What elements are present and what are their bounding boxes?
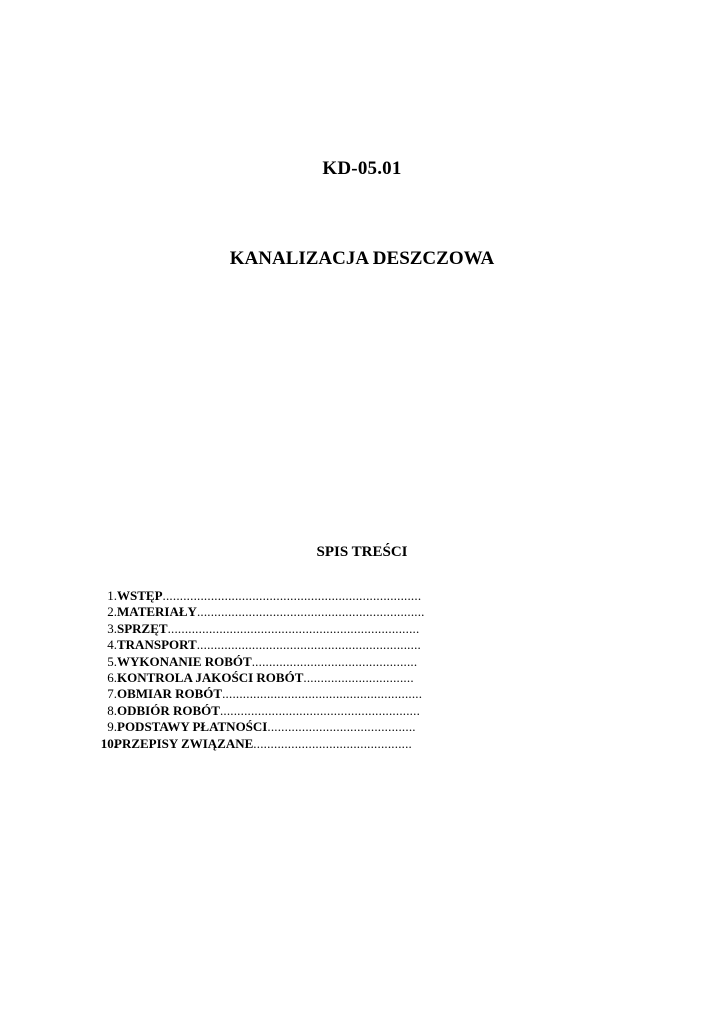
toc-heading: SPIS TREŚCI	[316, 544, 408, 560]
toc-leader-dots: .........................................................................	[167, 620, 420, 636]
toc-item-wstep	[92, 588, 452, 604]
toc-leader-dots: ..........................................................	[219, 702, 421, 718]
toc-leader-dots: ..............................................	[253, 735, 412, 751]
toc-item-label: KONTROLA JAKOŚCI ROBÓT	[117, 669, 304, 685]
toc-item-label: WSTĘP	[117, 588, 163, 603]
toc-item-number: 5.	[107, 653, 117, 669]
toc-item-label: SPRZĘT	[117, 620, 168, 636]
toc-item-label: OBMIAR ROBÓT	[117, 686, 223, 702]
toc-item-odbior-robot	[92, 703, 452, 719]
toc-leader-dots: ..................................................................	[196, 604, 425, 620]
toc-leader-dots: ................................................	[251, 653, 418, 669]
toc-item-label: PODSTAWY PŁATNOŚCI	[117, 719, 268, 735]
toc-item-label: TRANSPORT	[117, 637, 197, 653]
toc-item-przepisy-zwiazane	[92, 736, 452, 752]
toc-item-transport	[92, 637, 452, 653]
toc-item-obmiar-robot	[92, 686, 452, 702]
toc-item-label: WYKONANIE ROBÓT	[117, 653, 252, 669]
toc-item-podstawy-platnosci	[92, 719, 452, 735]
toc-leader-dots: ................................	[303, 669, 414, 685]
toc-item-number: 4.	[107, 637, 117, 653]
toc-item-number: 8.	[107, 702, 117, 718]
toc-item-label: ODBIÓR ROBÓT	[117, 702, 220, 718]
document-title: KANALIZACJA DESZCZOWA	[229, 248, 495, 269]
toc-item-number: 1.	[107, 588, 117, 603]
toc-item-materialy	[92, 604, 452, 620]
toc-leader-dots: ...........................................................................	[162, 588, 422, 603]
toc-item-number: 2.	[107, 604, 117, 620]
toc-item-label: PRZEPISY ZWIĄZANE	[114, 735, 254, 751]
toc-leader-dots: ..........................................................	[222, 686, 423, 702]
toc-item-kontrola-jakosci-robot	[92, 670, 452, 686]
table-of-contents	[92, 588, 452, 752]
toc-item-number: 7.	[107, 686, 117, 702]
toc-item-number: 3.	[107, 620, 117, 636]
toc-item-label: MATERIAŁY	[117, 604, 197, 620]
toc-item-sprzet	[92, 621, 452, 637]
toc-item-number: 6.	[107, 669, 117, 685]
toc-item-wykonanie-robot	[92, 654, 452, 670]
toc-leader-dots: .................................................................	[196, 637, 421, 653]
toc-leader-dots: ...........................................	[267, 719, 416, 735]
toc-item-number: 9.	[107, 719, 117, 735]
toc-item-number: 10.	[100, 735, 117, 751]
document-code: KD-05.01	[322, 158, 402, 179]
